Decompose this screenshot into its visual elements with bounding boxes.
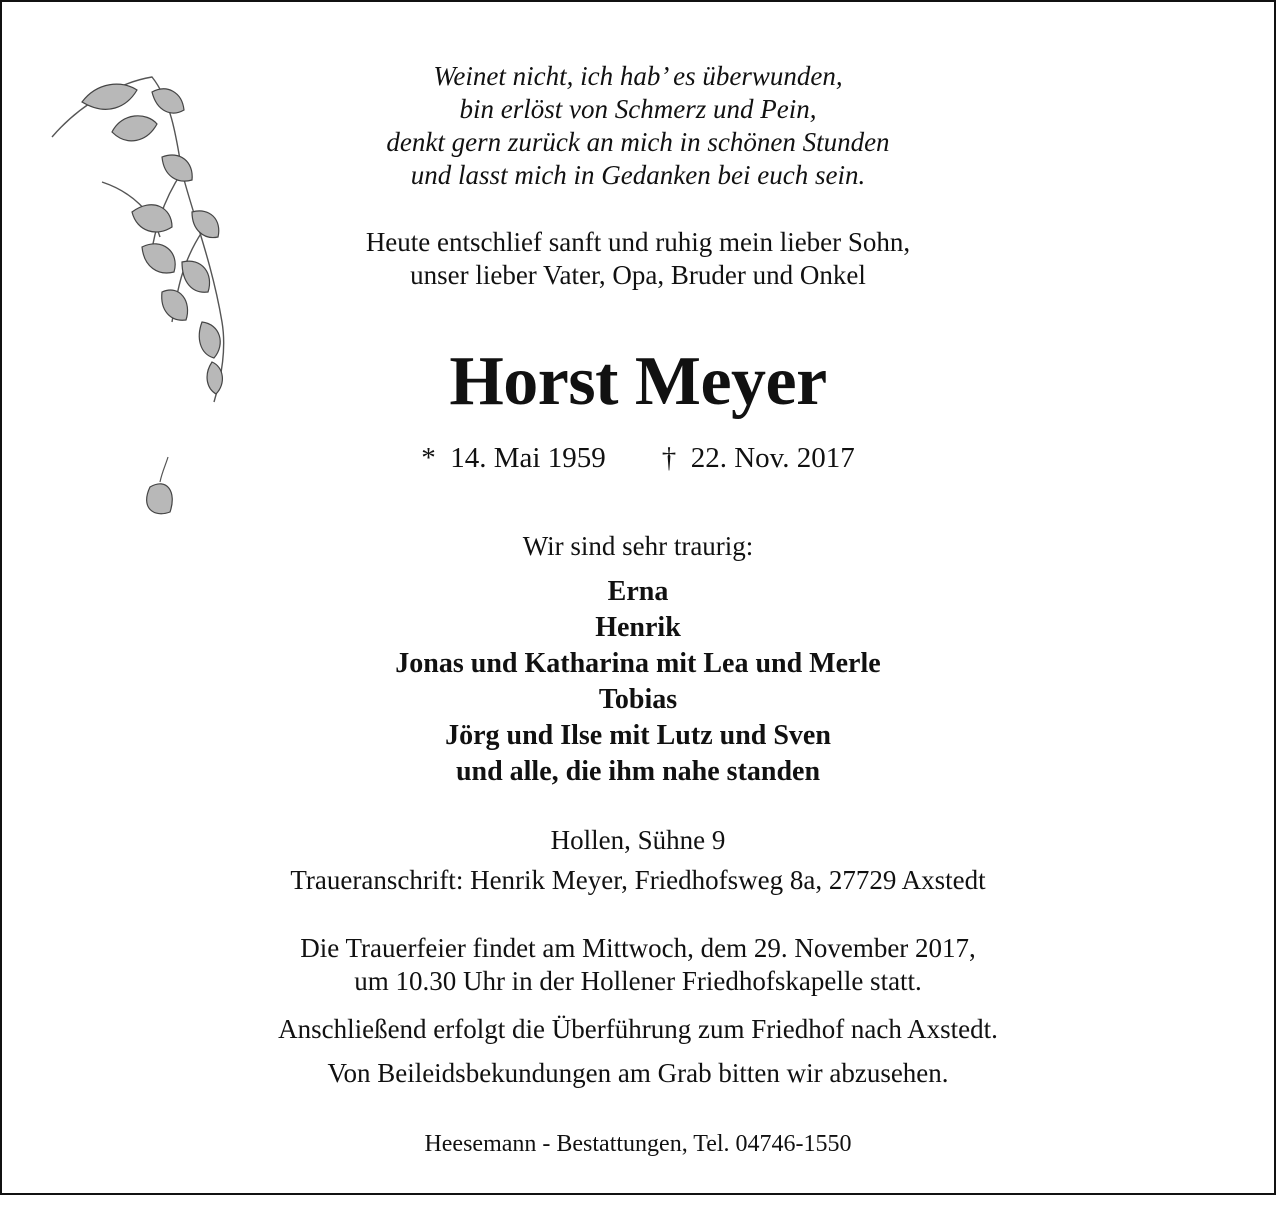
family-member: Erna bbox=[607, 576, 669, 607]
birth-date: 14. Mai 1959 bbox=[450, 442, 606, 474]
poem-line: denkt gern zurück an mich in schönen Stunden bbox=[386, 127, 890, 157]
place: Hollen, Sühne 9 bbox=[550, 825, 726, 855]
family-member: Tobias bbox=[598, 684, 678, 715]
poem bbox=[2, 60, 1274, 192]
family-member: Jonas und Katharina mit Lea und Merle bbox=[395, 648, 881, 679]
birth-star-icon: * bbox=[421, 442, 436, 474]
after-line: Von Beileidsbekundungen am Grab bitten wir abzusehen. bbox=[327, 1058, 949, 1088]
life-dates bbox=[2, 440, 1274, 476]
service-info bbox=[2, 932, 1274, 998]
service-line: um 10.30 Uhr in der Hollener Friedhofskapelle statt. bbox=[354, 966, 922, 996]
after-info bbox=[2, 1007, 1274, 1095]
intro-line: unser lieber Vater, Opa, Bruder und Onkel bbox=[410, 260, 866, 290]
death-date: 22. Nov. 2017 bbox=[690, 442, 855, 474]
poem-line: Weinet nicht, ich hab’ es überwunden, bbox=[433, 61, 843, 91]
family-member: Henrik bbox=[595, 612, 681, 643]
family-member: und alle, die ihm nahe standen bbox=[455, 756, 821, 787]
funeral-home: Heesemann - Bestattungen, Tel. 04746-1550 bbox=[424, 1131, 852, 1157]
poem-line: bin erlöst von Schmerz und Pein, bbox=[459, 94, 817, 124]
intro-text bbox=[2, 226, 1274, 292]
poem-line: und lasst mich in Gedanken bei euch sein. bbox=[410, 160, 866, 190]
mourning-address: Traueranschrift: Henrik Meyer, Friedhofsweg 8a, 27729 Axstedt bbox=[290, 865, 986, 895]
deceased-name: Horst Meyer bbox=[449, 343, 827, 420]
family-list bbox=[2, 574, 1274, 790]
address-block bbox=[2, 820, 1274, 900]
intro-line: Heute entschlief sanft und ruhig mein lieber Sohn, bbox=[365, 227, 911, 257]
death-cross-icon: † bbox=[661, 442, 677, 474]
mourning-line: Wir sind sehr traurig: bbox=[522, 531, 754, 561]
family-member: Jörg und Ilse mit Lutz und Sven bbox=[445, 720, 831, 751]
after-line: Anschließend erfolgt die Überführung zum Friedhof nach Axstedt. bbox=[278, 1014, 998, 1044]
service-line: Die Trauerfeier findet am Mittwoch, dem 29. November 2017, bbox=[300, 933, 976, 963]
